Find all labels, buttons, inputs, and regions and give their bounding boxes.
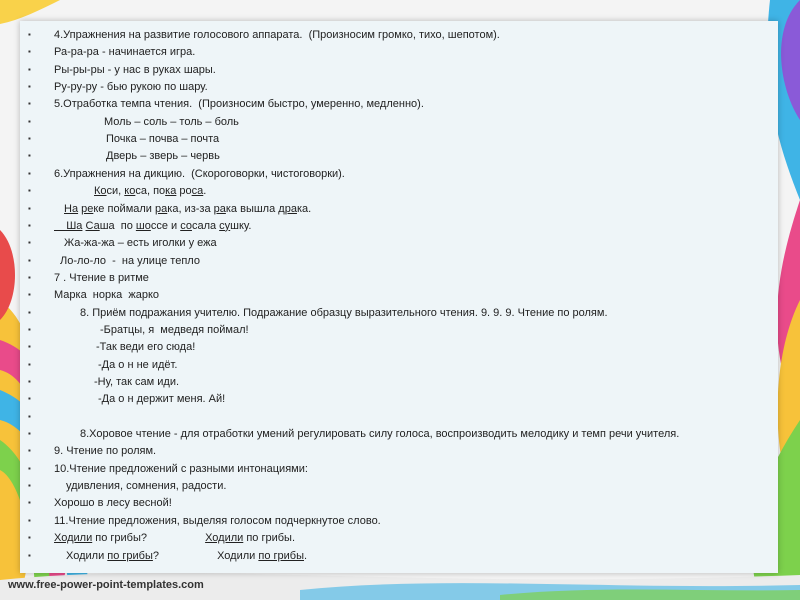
bullet-icon: ▪ xyxy=(28,324,31,334)
list-item xyxy=(28,288,768,302)
bullet-icon: ▪ xyxy=(28,116,31,126)
bullet-icon: ▪ xyxy=(28,446,31,456)
list-item-text: Ры-ры-ры - у нас в руках шары. xyxy=(54,63,216,76)
list-item xyxy=(28,254,768,268)
list-item-text: Хорошо в лесу весной! xyxy=(54,497,172,510)
list-item-text: -Да о н держит меня. Ай! xyxy=(98,393,226,406)
bullet-icon: ▪ xyxy=(28,134,31,144)
list-item-text: -Так веди его сюда! xyxy=(96,341,196,354)
list-item-text: 10.Чтение предложений с разными интонациями: xyxy=(54,462,308,475)
list-item-text: Ша Саша по шоссе и сосала сушку. xyxy=(54,219,252,232)
bullet-icon: ▪ xyxy=(28,82,31,92)
bullet-icon: ▪ xyxy=(28,30,31,39)
list-item-text: Жа-жа-жа – есть иголки у ежа xyxy=(64,237,217,250)
list-item-text: Моль – соль – толь – боль xyxy=(104,115,239,128)
bullet-icon: ▪ xyxy=(28,359,31,369)
bullet-icon: ▪ xyxy=(28,394,31,404)
list-item-text: Почка – почва – почта xyxy=(106,133,220,146)
list-item-text: Ло-ло-ло - на улице тепло xyxy=(60,254,200,267)
bullet-icon: ▪ xyxy=(28,377,31,386)
list-item xyxy=(28,149,768,163)
list-item xyxy=(28,45,768,59)
bullet-icon: ▪ xyxy=(28,168,31,178)
list-item xyxy=(28,410,768,424)
bullet-icon: ▪ xyxy=(28,429,31,439)
bullet-icon: ▪ xyxy=(28,255,31,265)
list-item-text: 4.Упражнения на развитие голосового аппарата. (Произносим громко, тихо, шепотом). xyxy=(54,29,500,41)
list-item xyxy=(28,184,768,198)
list-item xyxy=(28,531,768,545)
list-item-text: 8. Приём подражания учителю. Подражание образцу выразительного чтения. 9. 9. 9. Чтение по ролям. xyxy=(80,306,608,319)
list-item xyxy=(28,496,768,510)
list-item xyxy=(28,427,768,441)
list-item xyxy=(28,549,768,563)
slide-content-panel xyxy=(20,21,778,573)
list-item-text: Ра-ра-ра - начинается игра. xyxy=(54,46,196,59)
list-item-text: На реке поймали рака, из-за рака вышла драка. xyxy=(64,202,312,215)
bullet-icon: ▪ xyxy=(28,99,31,109)
bullet-icon: ▪ xyxy=(28,47,31,57)
bullet-icon: ▪ xyxy=(28,272,31,282)
list-item xyxy=(28,444,768,458)
list-item-text: -Ну, так сам иди. xyxy=(94,376,180,388)
footer-url[interactable]: www.free-power-point-templates.com xyxy=(8,579,204,591)
bullet-icon: ▪ xyxy=(28,550,31,560)
bullet-icon: ▪ xyxy=(28,307,31,317)
list-item xyxy=(28,80,768,94)
list-item xyxy=(28,479,768,493)
list-item xyxy=(28,514,768,528)
list-item-text: 11.Чтение предложения, выделяя голосом подчеркнутое слово. xyxy=(54,514,381,527)
list-item-text: 5.Отработка темпа чтения. (Произносим быстро, умеренно, медленно). xyxy=(54,98,424,111)
list-item xyxy=(28,28,768,42)
list-item-text: Коси, коса, пока роса. xyxy=(94,185,207,198)
list-item xyxy=(28,97,768,111)
bullet-icon: ▪ xyxy=(28,498,31,508)
list-item xyxy=(28,202,768,216)
list-item-text: -Братцы, я медведя поймал! xyxy=(100,323,249,336)
bullet-icon: ▪ xyxy=(28,220,31,230)
bullet-icon: ▪ xyxy=(28,515,31,525)
list-item-text: 9. Чтение по ролям. xyxy=(54,445,157,458)
list-item xyxy=(28,167,768,181)
list-item-text: удивления, сомнения, радости. xyxy=(66,480,227,493)
list-item-text: Дверь – зверь – червь xyxy=(106,150,220,163)
list-item xyxy=(28,462,768,476)
list-item xyxy=(28,271,768,285)
bullet-icon: ▪ xyxy=(28,203,31,213)
list-item-text: Ру-ру-ру - бью рукою по шару. xyxy=(54,81,208,94)
bullet-icon: ▪ xyxy=(28,342,31,352)
bullet-icon: ▪ xyxy=(28,290,31,300)
list-item-text: Марка норка жарко xyxy=(54,289,160,302)
list-item-text: Ходили по грибы? Ходили по грибы. xyxy=(54,532,296,545)
list-item xyxy=(28,392,768,406)
list-item xyxy=(28,132,768,146)
list-item xyxy=(28,63,768,77)
list-item-text: Ходили по грибы? Ходили по грибы. xyxy=(66,549,308,562)
bullet-icon: ▪ xyxy=(28,411,31,421)
list-item-text: -Да о н не идёт. xyxy=(98,358,178,371)
list-item xyxy=(28,375,768,389)
list-item xyxy=(28,236,768,250)
bullet-icon: ▪ xyxy=(28,151,31,161)
bullet-icon: ▪ xyxy=(28,238,31,248)
list-item-text: 7 . Чтение в ритме xyxy=(54,271,149,284)
list-item xyxy=(28,306,768,320)
list-item xyxy=(28,219,768,233)
list-item-text: 6.Упражнения на дикцию. (Скороговорки, чистоговорки). xyxy=(54,167,345,180)
list-item-text: 8.Хоровое чтение - для отработки умений регулировать силу голоса, воспроизводить мелодику и темп речи учителя. xyxy=(80,428,680,441)
bullet-icon: ▪ xyxy=(28,533,31,543)
list-item xyxy=(28,358,768,372)
bullet-icon: ▪ xyxy=(28,481,31,491)
bullet-icon: ▪ xyxy=(28,64,31,74)
bullet-icon: ▪ xyxy=(28,186,31,196)
list-item xyxy=(28,115,768,129)
list-item xyxy=(28,323,768,337)
bullet-icon: ▪ xyxy=(28,463,31,473)
list-item xyxy=(28,340,768,354)
